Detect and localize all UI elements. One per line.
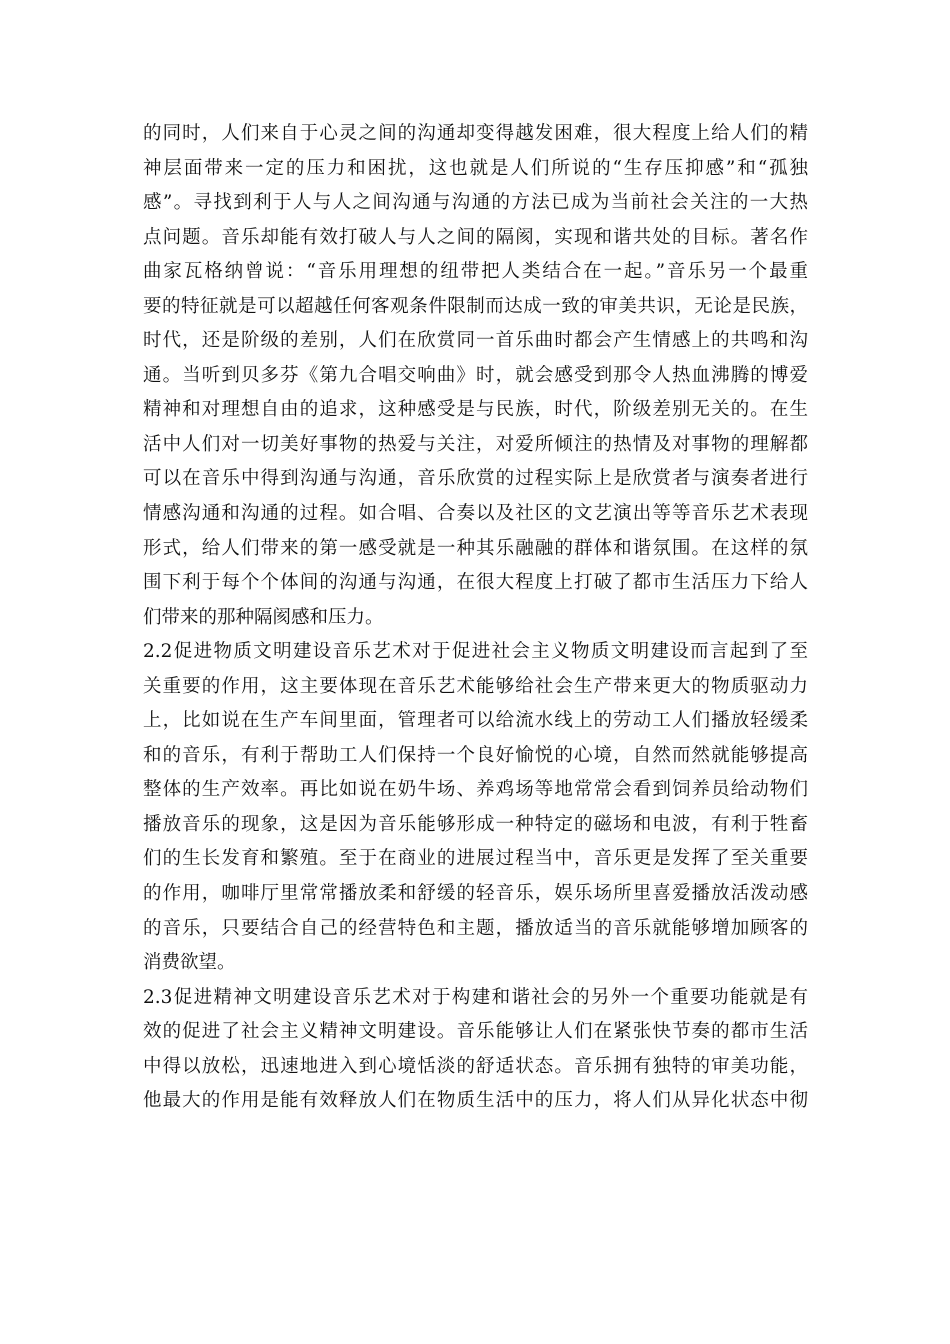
text-line: 形式，给人们带来的第一感受就是一种其乐融融的群体和谐氛围。在这样的氛	[143, 537, 808, 559]
text-line: 中得以放松，迅速地进入到心境恬淡的舒适状态。音乐拥有独特的审美功能，	[143, 1055, 808, 1077]
text-line: 关重要的作用，这主要体现在音乐艺术能够给社会生产带来更大的物质驱动力	[143, 675, 808, 697]
text-line: 的音乐，只要结合自己的经营特色和主题，播放适当的音乐就能够增加顾客的	[143, 917, 808, 939]
text-line: 们带来的那种隔阂感和压力。	[143, 606, 384, 628]
body-text	[143, 117, 808, 1119]
text-line: 活中人们对一切美好事物的热爱与关注，对爱所倾注的热情及对事物的理解都	[143, 433, 808, 455]
text-line: 整体的生产效率。再比如说在奶牛场、养鸡场等地常常会看到饲养员给动物们	[143, 779, 808, 801]
text-line: 消费欲望。	[143, 952, 236, 974]
text-line: 点问题。音乐却能有效打破人与人之间的隔阂，实现和谐共处的目标。著名作	[143, 226, 808, 248]
text-line: 要的特征就是可以超越任何客观条件限制而达成一致的审美共识，无论是民族，	[143, 295, 808, 317]
text-line: 曲家瓦格纳曾说：“音乐用理想的纽带把人类结合在一起。”音乐另一个最重	[143, 261, 808, 283]
text-line: 时代，还是阶级的差别，人们在欣赏同一首乐曲时都会产生情感上的共鸣和沟	[143, 330, 808, 352]
text-line: 感”。寻找到利于人与人之间沟通与沟通的方法已成为当前社会关注的一大热	[143, 192, 808, 214]
text-line: 2.3促进精神文明建设音乐艺术对于构建和谐社会的另外一个重要功能就是有	[143, 986, 808, 1008]
text-line: 播放音乐的现象，这是因为音乐能够形成一种特定的磁场和电波，有利于牲畜	[143, 813, 808, 835]
text-line: 效的促进了社会主义精神文明建设。音乐能够让人们在紧张快节奏的都市生活	[143, 1021, 808, 1043]
text-line: 围下利于每个个体间的沟通与沟通，在很大程度上打破了都市生活压力下给人	[143, 572, 808, 594]
text-line: 他最大的作用是能有效释放人们在物质生活中的压力，将人们从异化状态中彻	[143, 1090, 808, 1112]
text-line: 们的生长发育和繁殖。至于在商业的进展过程当中，音乐更是发挥了至关重要	[143, 848, 808, 870]
text-line: 的同时，人们来自于心灵之间的沟通却变得越发困难，很大程度上给人们的精	[143, 123, 808, 144]
text-line: 2.2促进物质文明建设音乐艺术对于促进社会主义物质文明建设而言起到了至	[143, 641, 808, 663]
text-line: 的作用，咖啡厅里常常播放柔和舒缓的轻音乐，娱乐场所里喜爱播放活泼动感	[143, 883, 808, 905]
text-line: 精神和对理想自由的追求，这种感受是与民族，时代，阶级差别无关的。在生	[143, 399, 808, 421]
text-line: 情感沟通和沟通的过程。如合唱、合奏以及社区的文艺演出等等音乐艺术表现	[143, 503, 808, 525]
text-line: 可以在音乐中得到沟通与沟通，音乐欣赏的过程实际上是欣赏者与演奏者进行	[143, 468, 808, 490]
text-line: 和的音乐，有利于帮助工人们保持一个良好愉悦的心境，自然而然就能够提高	[143, 744, 808, 766]
text-line: 通。当听到贝多芬《第九合唱交响曲》时，就会感受到那令人热血沸腾的博爱	[143, 364, 808, 386]
text-line: 神层面带来一定的压力和困扰，这也就是人们所说的“生存压抑感”和“孤独	[143, 157, 808, 179]
text-line: 上，比如说在生产车间里面，管理者可以给流水线上的劳动工人们播放轻缓柔	[143, 710, 808, 732]
